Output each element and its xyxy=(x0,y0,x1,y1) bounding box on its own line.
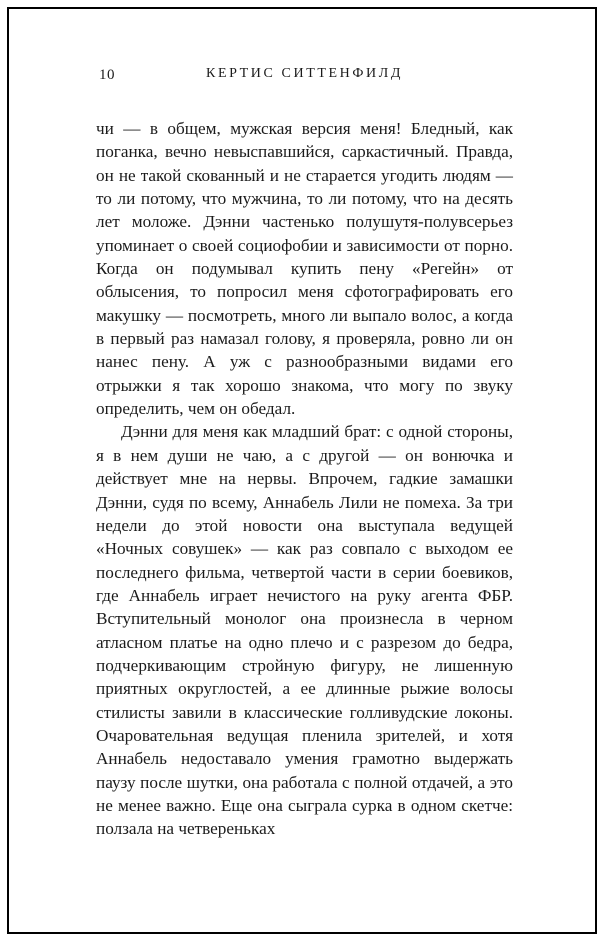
paragraph-continuation: чи — в общем, мужская версия меня! Бледный, как поганка, вечно невыспавшийся, саркастичный. Правда, он не такой скованный и не старается угодить людям — то ли потому, что мужчина, то ли потому, что на десять лет моложе. Дэнни частенько полушутя-полувсерьез упоминает о своей социофобии и зависимости от порно. Когда он подумывал купить пену «Регейн» от облысения, то попросил меня сфотографировать его макушку — посмотреть, много ли выпало волос, а когда в первый раз намазал голову, я проверяла, ровно ли он нанес пену. А уж с разнообразными видами его отрыжки я так хорошо знакома, что могу по звуку определить, чем он обедал. xyxy=(96,119,513,419)
running-title: КЕРТИС СИТТЕНФИЛД xyxy=(206,66,403,81)
page-number: 10 xyxy=(99,67,115,83)
page-header xyxy=(97,66,512,86)
paragraph: Дэнни для меня как младший брат: с одной стороны, я в нем души не чаю, а с другой — он вонючка и действует мне на нервы. Впрочем, гадкие замашки Дэнни, судя по всему, Аннабель Лили не помеха. За три недели до этой новости она выступала ведущей «Ночных совушек» — как раз совпало с выходом ее последнего фильма, четвертой части в серии боевиков, где Аннабель играет нечистого на руку агента ФБР. Вступительный монолог она произнесла в черном атласном платье на одно плечо и с разрезом до бедра, подчеркивающим стройную фигуру, не лишенную приятных округлостей, а ее длинные рыжие волосы стилисты завили в классические голливудские локоны. Очаровательная ведущая пленила зрителей, и хотя Аннабель недоставало умения грамотно выдержать паузу после шутки, она работала с полной отдачей, а это не менее важно. Еще она сыграла сурка в одном скетче: ползала на четвереньках xyxy=(96,422,513,839)
text-block xyxy=(96,117,513,841)
